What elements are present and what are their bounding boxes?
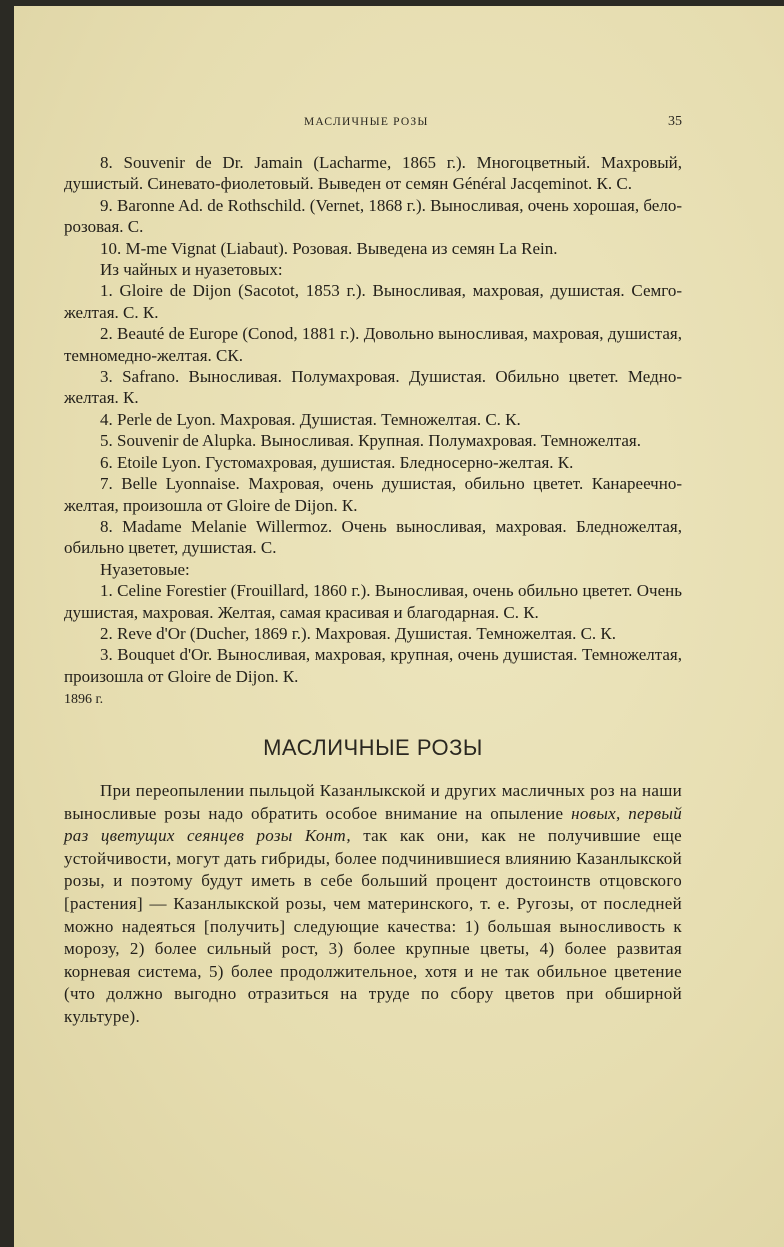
entry-paragraph: 10. M-me Vignat (Liabaut). Розовая. Выведена из семян La Rein. xyxy=(100,238,558,258)
entry-paragraph: 2. Reve d'Or (Ducher, 1869 г.). Махровая. Душистая. Темножелтая. С. К. xyxy=(100,623,617,643)
article-paragraph xyxy=(64,780,682,1029)
article-text-italic: новых, первый раз цветущих сеянцев розы Конт, xyxy=(64,803,682,846)
entry-paragraph: 1. Celine Forestier (Frouillard, 1860 г.). Выносливая, очень обильно цветет. Очень душистая, махровая. Желтая, самая красивая и благодарная. С. К. xyxy=(64,581,682,622)
entry-paragraph: 8. Madame Melanie Willermoz. Очень выносливая, махровая. Бледножелтая, обильно цветет, душистая. С. xyxy=(64,516,682,558)
entry-paragraph: 1. Gloire de Dijon (Sacotot, 1853 г.). Выносливая, махровая, душистая. Семго-желтая. С. К. xyxy=(64,281,682,322)
entry-paragraph: 8. Souvenir de Dr. Jamain (Lacharme, 1865 г.). Многоцветный. Махровый, душистый. Синевато-фиолетовый. Выведен от семян Général Jacqeminot. К. С. xyxy=(64,153,682,194)
section-subheading: Нуазетовые: xyxy=(100,559,190,579)
entry-paragraph: 4. Perle de Lyon. Махровая. Душистая. Темножелтая. С. К. xyxy=(100,409,521,429)
book-page xyxy=(14,6,784,1247)
article-body xyxy=(64,780,682,1029)
article-title: МАСЛИЧНЫЕ РОЗЫ xyxy=(263,734,483,760)
entry-paragraph: 3. Bouquet d'Or. Выносливая, махровая, крупная, очень душистая. Темножелтая, произошла от Gloire de Dijon. К. xyxy=(64,645,682,686)
article-text-end: так как они, как не получившие еще устойчивости, могут дать гибриды, более подчинившиеся влиянию Казанлыкской розы, и поэтому будут иметь в себе больший процент достоинств отцовского [растения] — Казанлыкской розы, чем материнского, т. е. Ругозы, от последней можно надеяться [получить] следующие качества: 1) большая выносливость к морозу, 2) более сильный рост, 3) более крупные цветы, 4) более развитая корневая система, 5) более продолжительное, хотя и не так обильное цветение (что должно выгодно отразиться на труде по сбору цветов при обширной культуре). xyxy=(64,826,682,1026)
entry-paragraph: 5. Souvenir de Alupka. Выносливая. Крупная. Полумахровая. Темножелтая. xyxy=(100,431,641,451)
year-note: 1896 г. xyxy=(64,692,104,708)
page-text xyxy=(64,152,682,1029)
section-subheading: Из чайных и нуазетовых: xyxy=(100,260,283,280)
entry-paragraph: 2. Beauté de Europe (Conod, 1881 г.). Довольно выносливая, махровая, душистая, темномедно-желтая. СК. xyxy=(64,324,682,365)
entry-paragraph: 6. Etoile Lyon. Густомахровая, душистая. Бледносерно-желтая. К. xyxy=(100,452,574,472)
article-text-start: При переопылении пыльцой Казанлыкской и других масличных роз на наши выносливые розы надо обратить особое внимание на опыление xyxy=(64,780,682,823)
page-number: 35 xyxy=(668,114,682,129)
entry-paragraph: 9. Baronne Ad. de Rothschild. (Vernet, 1868 г.). Выносливая, очень хорошая, бело-розовая. С. xyxy=(64,195,682,237)
running-title: МАСЛИЧНЫЕ РОЗЫ xyxy=(304,116,429,128)
entry-paragraph: 3. Safrano. Выносливая. Полумахровая. Душистая. Обильно цветет. Медно-желтая. К. xyxy=(64,367,682,408)
entry-paragraph: 7. Belle Lyonnaise. Махровая, очень душистая, обильно цветет. Канареечно-желтая, произошла от Gloire de Dijon. К. xyxy=(64,474,682,515)
